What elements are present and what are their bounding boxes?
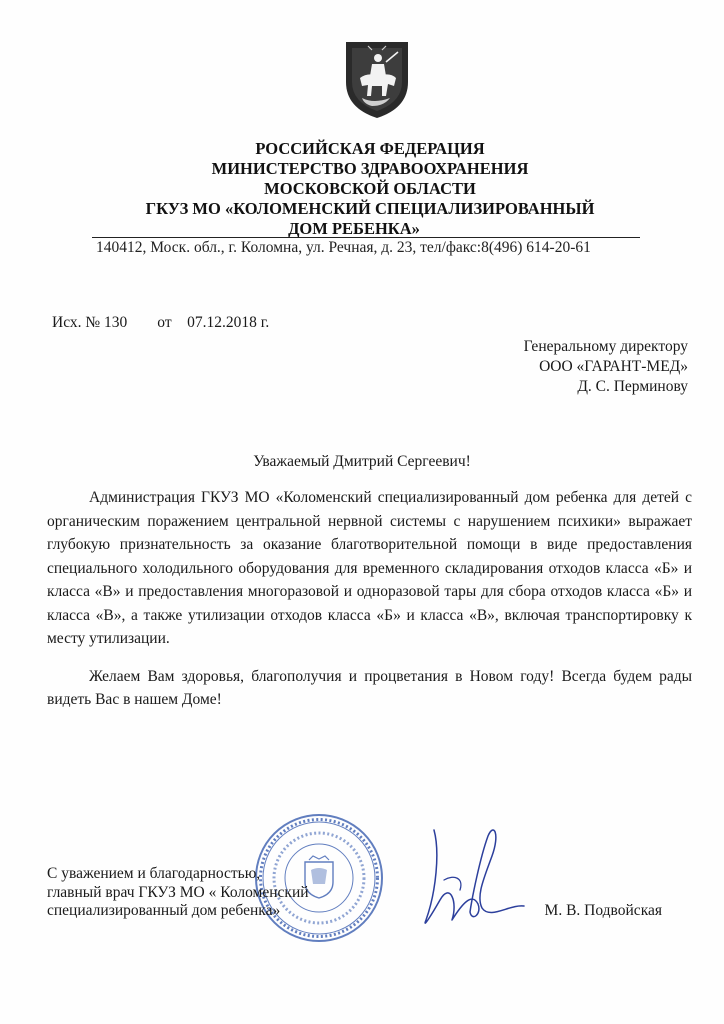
body-paragraph-2: Желаем Вам здоровья, благополучия и процветания в Новом году! Всегда будем рады видеть Вас в нашем Доме!: [47, 667, 692, 708]
header-ministry: МИНИСТЕРСТВО ЗДРАВООХРАНЕНИЯ: [211, 159, 529, 178]
recipient-name: Д. С. Перминову: [577, 378, 688, 395]
signature-icon: [410, 808, 528, 936]
closing-block: [47, 865, 309, 921]
header-country: РОССИЙСКАЯ ФЕДЕРАЦИЯ: [255, 139, 485, 158]
outgoing-number: Исх. № 130: [52, 314, 128, 331]
date-label: от: [157, 314, 172, 331]
greeting: Уважаемый Дмитрий Сергеевич!: [253, 453, 471, 470]
header-organization: ГКУЗ МО «КОЛОМЕНСКИЙ СПЕЦИАЛИЗИРОВАННЫЙ: [145, 199, 595, 218]
header-region: МОСКОВСКОЙ ОБЛАСТИ: [264, 179, 476, 198]
outgoing-date: 07.12.2018 г.: [187, 314, 270, 331]
closing-title: главный врач ГКУЗ МО « Коломенский: [47, 883, 309, 901]
outgoing-reference: [52, 314, 269, 332]
recipient-company: ООО «ГАРАНТ-МЕД»: [539, 358, 688, 375]
letter-body: [47, 486, 692, 712]
closing-organization: специализированный дом ребенка»: [47, 902, 281, 919]
recipient-block: [524, 337, 688, 397]
signer-name: М. В. Подвойская: [544, 902, 662, 919]
recipient-position: Генеральному директору: [523, 338, 688, 355]
header-divider: [92, 237, 640, 238]
body-paragraph-1: Администрация ГКУЗ МО «Коломенский специализированный дом ребенка для детей с органическим поражением центральной нервной системы с нарушением психики» выражает глубокую признательность за оказание благотворительной помощи в виде предоставления специального холодильного оборудования для временного складирования отходов класса «Б» и класса «В» и предоставления многоразовой и одноразовой тары для сбора отходов класса «Б» и класса «В», а также утилизации отходов класса «Б» и класса «В», включая транспортировку к месту утилизации.: [47, 489, 692, 647]
closing-regards: С уважением и благодарностью,: [47, 865, 261, 882]
header-address: 140412, Моск. обл., г. Коломна, ул. Речная, д. 23, тел/факс:8(496) 614-20-61: [96, 239, 591, 256]
header-organization-cont: ДОМ РЕБЕНКА»: [288, 219, 420, 238]
coat-of-arms-icon: [338, 38, 416, 120]
